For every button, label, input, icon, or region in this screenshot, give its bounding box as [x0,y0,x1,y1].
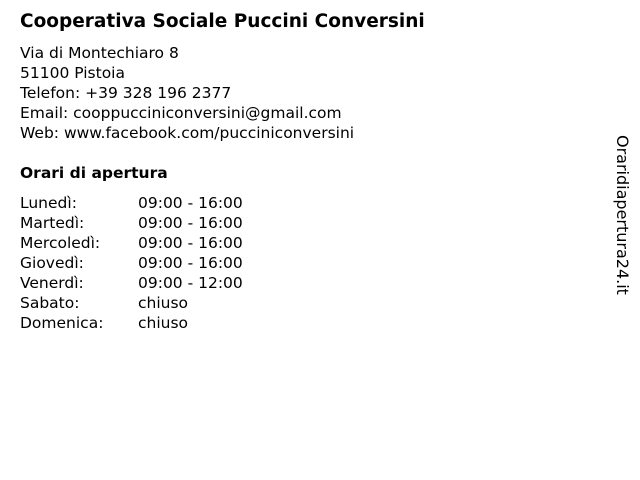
address-city: 51100 Pistoia [20,64,125,82]
day-hours: chiuso [138,294,189,312]
email-address[interactable]: Email: cooppucciniconversini@gmail.com [20,104,342,122]
day-label: Venerdì: [20,274,84,292]
day-label: Domenica: [20,314,104,332]
day-label: Sabato: [20,294,80,312]
business-name: Cooperativa Sociale Puccini Conversini [20,11,425,32]
day-label: Giovedì: [20,254,84,272]
opening-hours-heading: Orari di apertura [20,164,168,182]
day-label: Mercoledì: [20,234,101,252]
day-hours: 09:00 - 16:00 [138,254,243,272]
day-label: Lunedì: [20,194,77,212]
day-label: Martedì: [20,214,85,232]
day-hours: 09:00 - 16:00 [138,214,243,232]
website-link[interactable]: Web: www.facebook.com/pucciniconversini [20,124,355,142]
day-hours: 09:00 - 16:00 [138,194,243,212]
day-hours: 09:00 - 12:00 [138,274,243,292]
phone-number[interactable]: Telefon: +39 328 196 2377 [20,84,232,102]
site-watermark: Oraridiapertura24.it [613,135,632,295]
day-hours: chiuso [138,314,189,332]
contact-info [20,43,354,143]
address-street: Via di Montechiaro 8 [20,44,179,62]
day-hours: 09:00 - 16:00 [138,234,243,252]
